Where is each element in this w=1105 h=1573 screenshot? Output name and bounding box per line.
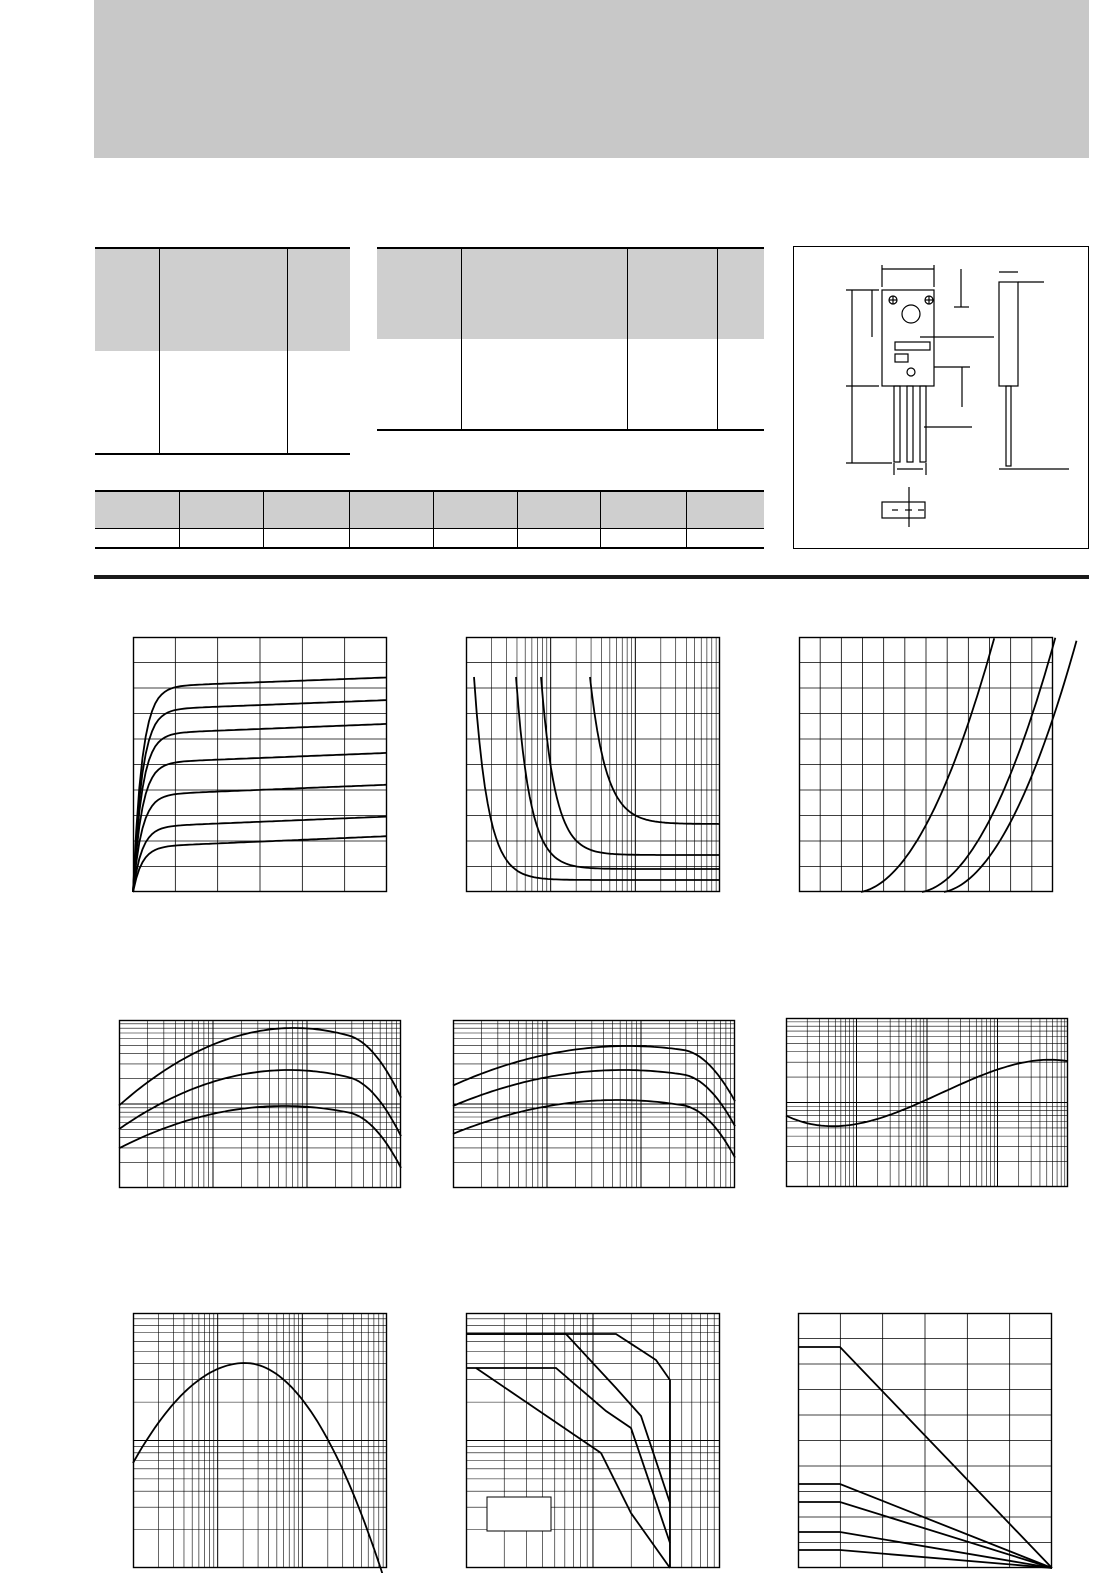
- mounting-hole: [902, 305, 920, 323]
- curve: [133, 1363, 387, 1573]
- table-row: [377, 339, 764, 430]
- curve: [476, 1368, 670, 1568]
- table-row: [377, 248, 764, 339]
- graph-ic-vbe: [799, 637, 1053, 892]
- curve: [944, 641, 1077, 892]
- curve: [119, 1070, 401, 1136]
- graph-pc-ta-derating: [798, 1313, 1052, 1568]
- graph-ft-ie: [133, 1313, 387, 1568]
- package-outline: [793, 246, 1089, 549]
- table-row: [95, 491, 764, 528]
- table-row: [95, 528, 764, 548]
- package-side-view: [999, 282, 1018, 386]
- curve: [466, 1334, 670, 1503]
- header-banner: [94, 0, 1089, 158]
- classification-table: [95, 490, 764, 549]
- graph-safe-operating-area: [466, 1313, 720, 1568]
- pin-1: [894, 386, 900, 462]
- curve: [119, 1106, 401, 1168]
- graph-hfe-ic-2: [453, 1020, 735, 1188]
- package-outline-drawing: [794, 247, 1088, 548]
- graph-rth-t: [786, 1018, 1068, 1187]
- pin-3: [920, 386, 926, 462]
- package-body: [882, 290, 934, 386]
- characteristics-table: [377, 247, 764, 431]
- curve: [541, 677, 720, 855]
- section-divider: [94, 575, 1089, 579]
- curve: [453, 1046, 735, 1101]
- legend-box: [487, 1497, 551, 1531]
- curve: [474, 677, 720, 880]
- pin-2: [907, 386, 913, 462]
- ratings-table: [95, 247, 350, 455]
- graph-ic-vce: [133, 637, 387, 892]
- curve: [119, 1028, 401, 1106]
- curve: [453, 1100, 735, 1158]
- curve: [590, 677, 720, 824]
- curve: [861, 638, 994, 892]
- graph-vce-ib: [466, 637, 720, 892]
- table-row: [95, 351, 350, 454]
- table-row: [95, 248, 350, 351]
- graph-hfe-ic-1: [119, 1020, 401, 1188]
